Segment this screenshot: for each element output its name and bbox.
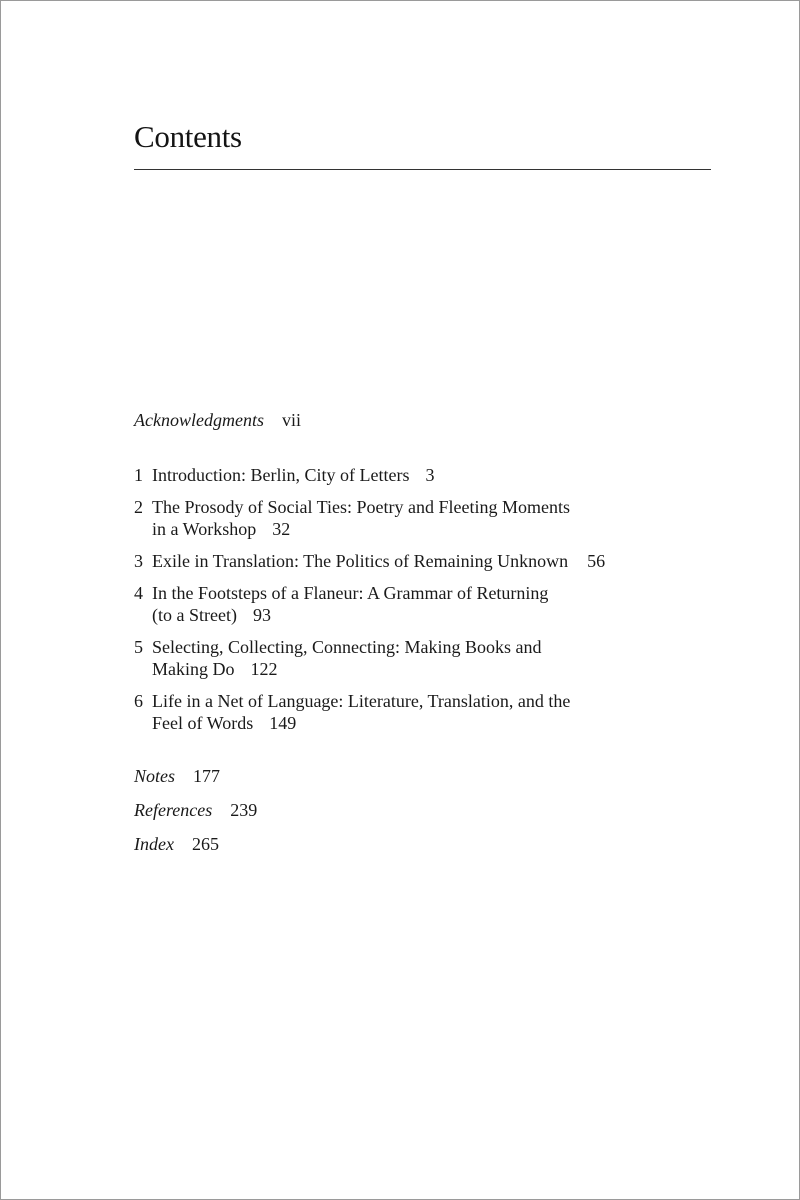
- chapter-title: Selecting, Collecting, Connecting: Making Books and: [152, 637, 542, 657]
- chapter-page: 93: [252, 605, 271, 625]
- chapter-title: In the Footsteps of a Flaneur: A Grammar of Returning: [152, 583, 549, 603]
- chapter-page: 149: [269, 713, 297, 733]
- toc-entry-acknowledgments[interactable]: [134, 408, 301, 432]
- page-title: Contents: [134, 119, 242, 154]
- chapter-title-continued: Making Do: [152, 659, 235, 679]
- toc-entry-label: Notes: [134, 766, 176, 786]
- toc-entry-chapter-1[interactable]: [134, 464, 694, 486]
- chapter-page: 3: [425, 465, 435, 485]
- toc-entry-chapter-4[interactable]: [134, 582, 694, 626]
- front-matter: [134, 408, 301, 432]
- toc-entry-page: 265: [191, 834, 219, 854]
- toc-entry-label: Index: [134, 834, 174, 854]
- chapter-title-continued: in a Workshop: [152, 519, 257, 539]
- toc-entry-chapter-2[interactable]: [134, 496, 694, 540]
- toc-entry-index[interactable]: [134, 832, 257, 866]
- chapter-title: The Prosody of Social Ties: Poetry and Fleeting Moments: [152, 497, 570, 517]
- toc-entry-notes[interactable]: [134, 764, 257, 798]
- toc-entry-page: 239: [230, 800, 258, 820]
- chapter-title: Life in a Net of Language: Literature, Translation, and the: [152, 691, 571, 711]
- title-rule: [134, 169, 711, 170]
- toc-entry-page: 177: [193, 766, 221, 786]
- chapter-list: [134, 464, 694, 744]
- toc-entry-chapter-5[interactable]: [134, 636, 694, 680]
- toc-entry-chapter-3[interactable]: [134, 550, 694, 572]
- chapter-number: 5: [134, 637, 143, 657]
- chapter-title-continued: Feel of Words: [152, 713, 254, 733]
- toc-entry-chapter-6[interactable]: [134, 690, 694, 734]
- toc-entry-label: References: [134, 800, 213, 820]
- chapter-number: 6: [134, 691, 143, 711]
- chapter-title: Introduction: Berlin, City of Letters: [152, 465, 410, 485]
- toc-entry-references[interactable]: [134, 798, 257, 832]
- chapter-page: 56: [587, 551, 606, 571]
- chapter-number: 3: [134, 551, 143, 571]
- back-matter: [134, 764, 257, 866]
- chapter-title-continued: (to a Street): [152, 605, 237, 625]
- chapter-page: 32: [272, 519, 291, 539]
- chapter-number: 1: [134, 465, 143, 485]
- chapter-page: 122: [250, 659, 278, 679]
- chapter-title: Exile in Translation: The Politics of Remaining Unknown: [152, 551, 569, 571]
- chapter-number: 4: [134, 583, 143, 603]
- toc-entry-label: Acknowledgments: [134, 410, 264, 430]
- chapter-number: 2: [134, 497, 143, 517]
- toc-entry-page: vii: [281, 410, 301, 430]
